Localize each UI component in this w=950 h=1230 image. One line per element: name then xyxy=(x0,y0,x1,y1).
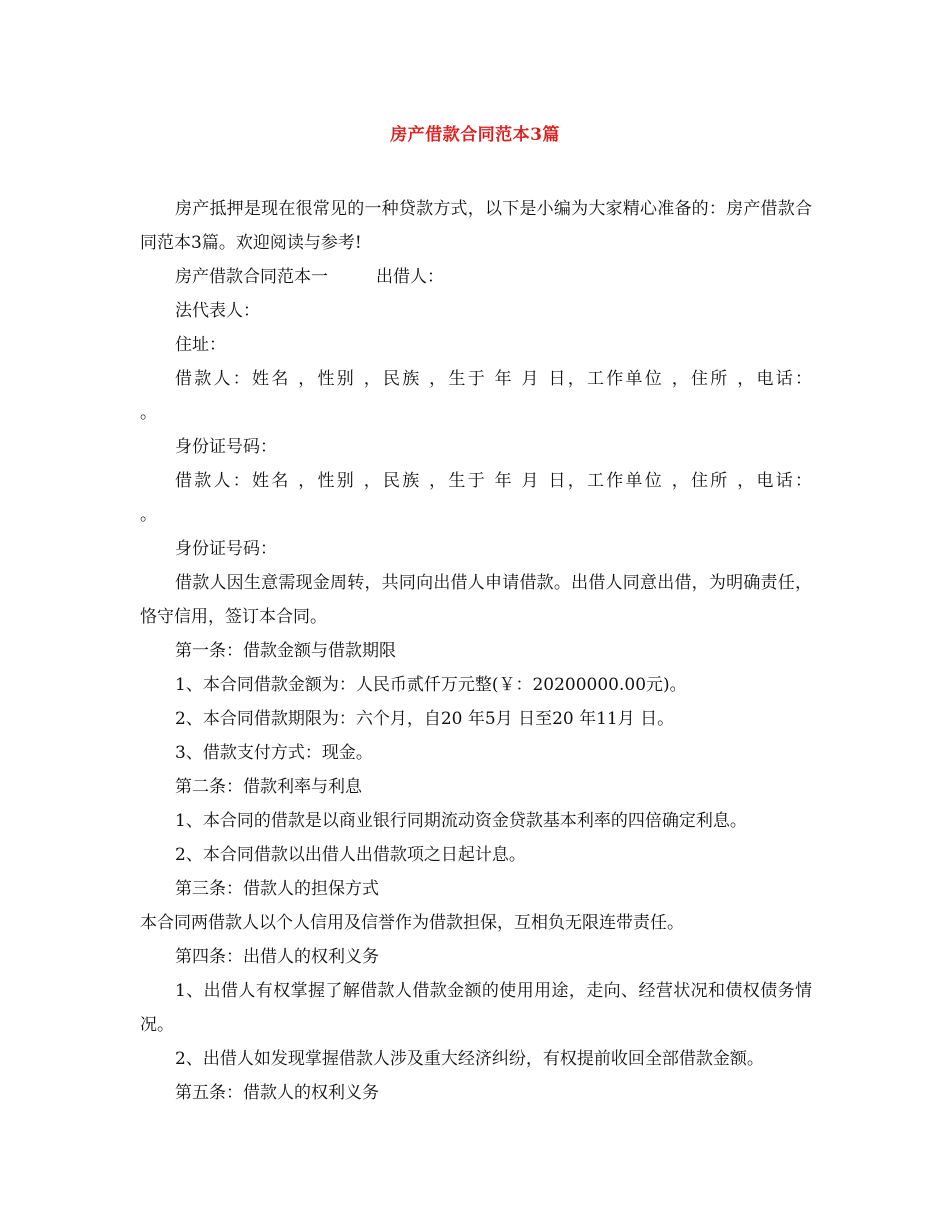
article-4-item-2: 2、出借人如发现掌握借款人涉及重大经济纠纷，有权提前收回全部借款金额。 xyxy=(175,1049,764,1069)
document-body xyxy=(140,192,812,1110)
article-2-item-2: 2、本合同借款以出借人出借款项之日起计息。 xyxy=(175,845,526,865)
paragraph-borrower-2: 借款人：姓名 ，性别 ，民族 ，生于 年 月 日，工作单位 ，住所 ，电话： xyxy=(175,471,812,491)
article-3-body: 本合同两借款人以个人信用及信誉作为借款担保，互相负无限连带责任。 xyxy=(140,913,684,933)
paragraph-id-number-2: 身份证号码： xyxy=(175,539,277,559)
lender-label: 出借人： xyxy=(376,267,444,287)
article-1-item-3: 3、借款支付方式：现金。 xyxy=(175,743,373,763)
article-3-heading: 第三条：借款人的担保方式 xyxy=(175,879,379,899)
article-5-heading: 第五条：借款人的权利义务 xyxy=(175,1083,379,1103)
paragraph-borrower-1: 借款人：姓名 ，性别 ，民族 ，生于 年 月 日，工作单位 ，住所 ，电话： xyxy=(175,369,812,389)
paragraph-contract-heading xyxy=(140,260,812,294)
article-1-item-2: 2、本合同借款期限为：六个月，自20 年5月 日至20 年11月 日。 xyxy=(175,709,675,729)
article-1-item-1: 1、本合同借款金额为：人民币贰仟万元整(￥：20200000.00元)。 xyxy=(175,675,687,695)
paragraph-borrower-2-end: 。 xyxy=(140,505,157,525)
paragraph-intro: 房产抵押是现在很常见的一种贷款方式，以下是小编为大家精心准备的：房产借款合同范本3篇。欢迎阅读与参考! xyxy=(140,199,812,253)
contract-one-title: 房产借款合同范本一 xyxy=(175,267,328,287)
article-4-item-1: 1、出借人有权掌握了解借款人借款金额的使用用途，走向、经营状况和债权债务情况。 xyxy=(140,981,812,1035)
paragraph-borrower-1-end: 。 xyxy=(140,403,157,423)
document-title: 房产借款合同范本3篇 xyxy=(390,125,560,145)
article-2-heading: 第二条：借款利率与利息 xyxy=(175,777,362,797)
article-4-heading: 第四条：出借人的权利义务 xyxy=(175,947,379,967)
article-1-heading: 第一条：借款金额与借款期限 xyxy=(175,641,396,661)
paragraph-legal-rep: 法代表人： xyxy=(175,301,260,321)
article-2-item-1: 1、本合同的借款是以商业银行同期流动资金贷款基本利率的四倍确定利息。 xyxy=(175,811,747,831)
paragraph-id-number-1: 身份证号码： xyxy=(175,437,277,457)
paragraph-address: 住址： xyxy=(175,335,226,355)
paragraph-purpose: 借款人因生意需现金周转，共同向出借人申请借款。出借人同意出借，为明确责任，恪守信用，签订本合同。 xyxy=(140,573,812,627)
